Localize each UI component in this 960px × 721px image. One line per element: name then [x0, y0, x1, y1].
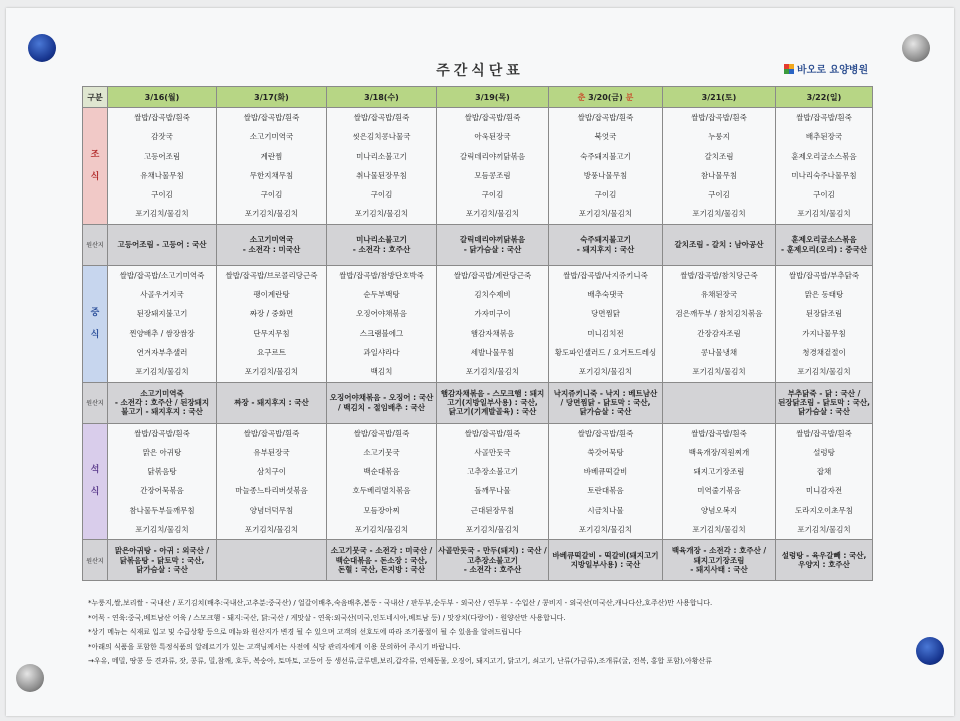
- menu-item: 쌀밥/잡곡밥/흰죽: [691, 428, 747, 438]
- menu-item: 고추장소불고기: [467, 467, 518, 477]
- menu-item: 구이김: [481, 190, 504, 200]
- dinner-day-cell: [549, 423, 663, 540]
- menu-item: 사골우거지국: [140, 290, 184, 300]
- menu-item: 설렁탕: [813, 447, 835, 457]
- menu-item: 잡채: [816, 467, 832, 477]
- dinner-day-cell: [437, 423, 549, 540]
- origin-cell: 소고기미역국 - 소전각 : 미국산: [217, 224, 327, 265]
- day-header: 3/21(토): [663, 87, 776, 108]
- breakfast-day-cell: [663, 108, 776, 225]
- breakfast-day-cell: [108, 108, 217, 225]
- day-header: 3/16(월): [108, 87, 217, 108]
- menu-item: 계란찜: [260, 151, 283, 161]
- origin-cell: 백육개장 - 소전각 : 호주산 / 돼지고기장조림 - 돼지사태 : 국산: [663, 540, 776, 581]
- note-line: →우유, 메밀, 땅콩 등 견과류, 잣, 콩류, 밀,참깨, 호두, 복숭아, 토마토, 고등어 등 생선류,글루텐,보리,갑각류, 연체동물, 오징어, 돼지고기, 닭고기, 쇠고기, 난류(가금류),조개류(굴, 전복, 홍합 포함),아황산류: [88, 657, 713, 665]
- menu-item: 팽이계란탕: [253, 290, 290, 300]
- menu-item: 쌀밥/잡곡밥/흰죽: [464, 428, 521, 438]
- menu-item: 된장돼지불고기: [136, 309, 188, 319]
- breakfast-day-cell: [217, 108, 327, 225]
- menu-item: 유채나물무침: [140, 170, 184, 180]
- menu-item: 모듬콩조림: [474, 170, 511, 180]
- dinner-day-cell: [663, 423, 776, 540]
- menu-item: 포기김치/물김치: [797, 209, 851, 219]
- menu-item: 양념더덕무침: [249, 505, 294, 515]
- origin-cell: 햄감자채볶음 - 스모크햄 : 돼지 고기(지방일부사용) : 국산, 닭고기(기계발골육) : 국산: [437, 382, 549, 423]
- menu-item: 배추숙댓국: [587, 290, 624, 300]
- dinner-day-cell: [327, 423, 437, 540]
- menu-item: 방풍나물무침: [583, 170, 628, 180]
- silver-magnet-icon: [16, 664, 44, 692]
- menu-item: 갈치조림: [704, 151, 734, 161]
- menu-item: 요구르트: [257, 347, 286, 357]
- meal-label-breakfast: 조 식: [83, 108, 108, 225]
- menu-item: 호두베리멸치볶음: [352, 486, 411, 496]
- menu-item: 미역줄기볶음: [697, 486, 741, 496]
- menu-item: 미나리숙주나물무침: [791, 170, 857, 180]
- menu-item: 고등어조림: [143, 151, 181, 161]
- menu-item: 찐양배추 / 쌈장쌈장: [129, 328, 195, 338]
- menu-item: 닭볶음탕: [147, 467, 177, 477]
- origin-cell: 설렁탕 - 육우갈빼 : 국산, 우양지 : 호주산: [776, 540, 873, 581]
- origin-cell: 짜장 - 돼지후지 : 국산: [217, 382, 327, 423]
- menu-item: 참나물두부들깨무침: [129, 505, 195, 515]
- menu-item: 쌀밥/잡곡밥/흰죽: [353, 428, 410, 438]
- day-header: 3/17(화): [217, 87, 327, 108]
- menu-item: 바베큐떡갈비: [583, 467, 628, 477]
- menu-item: 씻은김치콩나물국: [352, 132, 411, 142]
- menu-item: 무한지채무침: [249, 170, 294, 180]
- origin-cell: 바베큐떡갈비 - 떡갈비(돼지고기 지방일부사용) : 국산: [549, 540, 663, 581]
- menu-item: 콩나물냉채: [700, 347, 738, 357]
- menu-item: 사골만둣국: [474, 447, 511, 457]
- origin-cell: 맑은아귀탕 - 아귀 : 외국산 / 닭볶음탕 - 닭토막 : 국산, 닭가슴살 : 국산: [108, 540, 217, 581]
- day-header-holiday: 춘 3/20(금) 분: [549, 87, 663, 108]
- origin-cell: [663, 382, 776, 423]
- lunch-day-cell: [108, 265, 217, 382]
- origin-cell: 미나리소불고기 - 소전각 : 호주산: [327, 224, 437, 265]
- origin-cell: 사골만둣국 - 만두(돼지) : 국산 / 고추장소불고기 - 소전각 : 호주산: [437, 540, 549, 581]
- menu-item: 구이김: [151, 190, 173, 200]
- menu-item: 포기김치/물김치: [465, 367, 520, 377]
- origin-label: 원산지: [83, 382, 108, 423]
- weekly-menu-table: [82, 86, 873, 581]
- day-header: 3/19(목): [437, 87, 549, 108]
- menu-item: 쌀밥/잡곡밥/흰죽: [134, 428, 190, 438]
- menu-item: 연겨자부추샐러: [136, 347, 188, 357]
- menu-item: 근대된장무침: [470, 505, 515, 515]
- lunch-day-cell: [437, 265, 549, 382]
- menu-item: 순두부백탕: [363, 290, 400, 300]
- menu-item: 쌀밥/잡곡밥/흰죽: [796, 113, 852, 122]
- menu-item: 포기김치/물김치: [692, 209, 746, 219]
- menu-item: 구이김: [260, 190, 283, 200]
- lunch-day-cell: [549, 265, 663, 382]
- menu-item: 햄감자채볶음: [470, 328, 515, 338]
- day-header: 3/18(수): [327, 87, 437, 108]
- menu-item: 유부된장국: [253, 447, 290, 457]
- breakfast-day-cell: [776, 108, 873, 225]
- blue-magnet-icon: [28, 34, 56, 62]
- menu-item: 구이김: [813, 190, 835, 200]
- menu-item: 검은깨두부 / 참치김치볶음: [675, 309, 763, 319]
- menu-item: 포기김치/물김치: [578, 525, 633, 535]
- menu-item: 백김치: [370, 367, 393, 377]
- menu-item: 구이김: [594, 190, 617, 200]
- lunch-day-cell: [327, 265, 437, 382]
- menu-item: 쌀밥/잡곡밥/흰죽: [243, 428, 300, 438]
- origin-cell: 오징어야채볶음 - 오징어 : 국산 / 백김치 - 절임배추 : 국산: [327, 382, 437, 423]
- menu-item: 미니김치전: [587, 328, 624, 338]
- menu-item: 포기김치/물김치: [465, 525, 520, 535]
- menu-item: 미니감자전: [805, 486, 843, 496]
- menu-item: 숙주돼지불고기: [580, 151, 631, 161]
- menu-item: 간장감자조림: [697, 328, 741, 338]
- menu-item: 시금치나물: [587, 505, 624, 515]
- dinner-day-cell: [776, 423, 873, 540]
- menu-item: 쌀밥/잡곡밥/낙지쥬키니죽: [563, 270, 648, 280]
- menu-item: 포기김치/물김치: [692, 525, 746, 535]
- menu-item: 쌀밥/잡곡밥/흰죽: [796, 428, 852, 438]
- dinner-day-cell: [217, 423, 327, 540]
- menu-item: 쌀밥/잡곡밥/흰죽: [691, 113, 747, 122]
- breakfast-day-cell: [327, 108, 437, 225]
- hospital-name: 바오로 요양병원: [797, 65, 869, 76]
- menu-item: 포기김치/물김치: [244, 525, 299, 535]
- origin-label: 원산지: [83, 540, 108, 581]
- menu-item: 아욱된장국: [474, 132, 511, 142]
- menu-item: 소고기뭇국: [363, 447, 400, 457]
- blue-magnet-icon: [916, 637, 944, 665]
- menu-item: 당면찜닭: [591, 309, 620, 319]
- menu-item: 소고기미역국: [249, 132, 294, 142]
- menu-item: 청경채겉절이: [802, 347, 846, 357]
- menu-item: 김치수제비: [474, 290, 511, 300]
- meal-label-lunch: 중 식: [83, 265, 108, 382]
- note-line: *누룽지,쌀,보리쌀 - 국내산 / 포기김치(배추:국내산,고추분:중국산) / 얼갈이배추,숙음배추,봄동 - 국내산 / 판두부,순두부 - 외국산 / 연두부 - 수입산 / 콩비지 - 외국산(미국산,캐나다산,호주산)만 사용합니다.: [88, 599, 713, 607]
- category-header: 구분: [83, 87, 108, 108]
- lunch-day-cell: [663, 265, 776, 382]
- menu-item: 맑은 아귀탕: [142, 447, 182, 457]
- menu-item: 포기김치/물김치: [135, 525, 189, 535]
- menu-item: 포기김치/물김치: [354, 209, 409, 219]
- menu-item: 돌깨무나물: [474, 486, 511, 496]
- origin-cell: [217, 540, 327, 581]
- menu-item: 참나물무침: [700, 170, 738, 180]
- menu-item: 포기김치/물김치: [244, 367, 299, 377]
- breakfast-day-cell: [437, 108, 549, 225]
- menu-item: 돼지고기장조림: [693, 467, 745, 477]
- menu-item: 포기김치/물김치: [578, 367, 633, 377]
- origin-cell: 훈제오리굴소스볶음 - 훈제오리(오리) : 중국산: [776, 224, 873, 265]
- menu-item: 포기김치/물김치: [135, 367, 189, 377]
- menu-item: 구이김: [708, 190, 730, 200]
- menu-item: 삼치구이: [257, 467, 286, 477]
- menu-item: 갈릭데리야끼닭볶음: [459, 151, 526, 161]
- origin-cell: 낙지쥬키니죽 - 낙지 : 베트남산 / 당면찜닭 - 닭토막 : 국산, 닭가슴살 : 국산: [549, 382, 663, 423]
- logo-mark-icon: [784, 64, 794, 74]
- menu-item: 쑥갓어묵탕: [587, 447, 624, 457]
- menu-item: 오징어야채볶음: [356, 309, 407, 319]
- origin-cell: 고등어조림 - 고등어 : 국산: [108, 224, 217, 265]
- menu-item: 마늘종느타리버섯볶음: [235, 486, 308, 496]
- menu-item: 가지나물무침: [802, 328, 846, 338]
- holiday-mark: 분: [625, 92, 634, 102]
- origin-cell: 부추닭죽 - 닭 : 국산 / 된장닭조림 - 닭토막 : 국산, 닭가슴살 : 국산: [776, 382, 873, 423]
- menu-item: 쌀밥/잡곡밥/부추닭죽: [788, 270, 860, 280]
- menu-item: 토란대볶음: [587, 486, 624, 496]
- menu-item: 포기김치/물김치: [797, 525, 851, 535]
- menu-item: 쌀밥/잡곡밥/계란당근죽: [453, 270, 532, 280]
- meal-label-dinner: 석 식: [83, 423, 108, 540]
- menu-item: 쌀밥/잡곡밥/브로콜리당근죽: [225, 270, 318, 280]
- menu-item: 황도파인샐러드 / 요거트드레싱: [554, 347, 657, 357]
- dinner-day-cell: [108, 423, 217, 540]
- menu-item: 된장닭조림: [805, 309, 843, 319]
- menu-item: 백순대볶음: [363, 467, 400, 477]
- lunch-day-cell: [217, 265, 327, 382]
- menu-item: 훈제오리굴소스볶음: [791, 151, 857, 161]
- menu-item: 누룽지: [708, 132, 730, 142]
- menu-item: 포기김치/물김치: [797, 367, 851, 377]
- breakfast-day-cell: [549, 108, 663, 225]
- menu-item: 쌀밥/잡곡밥/흰죽: [577, 428, 634, 438]
- menu-item: 쌀밥/잡곡밥/흰죽: [353, 113, 410, 122]
- day-header: 3/22(일): [776, 87, 873, 108]
- note-line: *아래의 식품을 포함한 특정식품의 알레르기가 있는 고객님께서는 사전에 식당 관리자에게 이용 문의하여 주시기 바랍니다.: [88, 642, 461, 651]
- menu-item: 취나물된장무침: [356, 170, 407, 180]
- menu-item: 북엇국: [594, 132, 617, 142]
- menu-item: 맑은 동태탕: [804, 290, 844, 300]
- menu-item: 쌀밥/잡곡밥/흰죽: [464, 113, 521, 122]
- menu-item: 미나리소불고기: [356, 151, 407, 161]
- menu-item: 구이김: [370, 190, 393, 200]
- menu-item: 짜장 / 중화면: [249, 309, 294, 319]
- notes-section: [88, 596, 888, 669]
- menu-item: 양념오복지: [700, 505, 738, 515]
- menu-item: 쌀밥/잡곡밥/소고기미역죽: [119, 270, 205, 280]
- menu-item: 도라지오이초무침: [795, 505, 853, 515]
- menu-item: 쌀밥/잡곡밥/흰죽: [243, 113, 300, 122]
- menu-item: 쌀밥/잡곡밥/참치당근죽: [680, 270, 758, 280]
- hospital-logo: [784, 61, 868, 76]
- menu-item: 포기김치/물김치: [354, 525, 409, 535]
- lunch-day-cell: [776, 265, 873, 382]
- origin-cell: 갈릭데리야끼닭볶음 - 닭가슴살 : 국산: [437, 224, 549, 265]
- menu-item: 쌀밥/잡곡밥/흰죽: [134, 113, 190, 122]
- menu-item: 가자미구이: [474, 309, 511, 319]
- menu-item: 쌀밥/잡곡밥/흰죽: [577, 113, 634, 122]
- menu-item: 세발나물무침: [470, 347, 515, 357]
- menu-item: 감잣국: [151, 132, 173, 142]
- menu-item: 배추된장국: [805, 132, 843, 142]
- menu-item: 포기김치/물김치: [465, 209, 520, 219]
- menu-item: 유채된장국: [700, 290, 738, 300]
- origin-cell: 숙주돼지불고기 - 돼지후지 : 국산: [549, 224, 663, 265]
- origin-cell: 갈치조림 - 갈치 : 남아공산: [663, 224, 776, 265]
- menu-item: 과일샤라다: [363, 347, 400, 357]
- menu-item: 포기김치/물김치: [244, 209, 299, 219]
- menu-item: 백육개장/직원찌개: [688, 447, 750, 457]
- origin-label: 원산지: [83, 224, 108, 265]
- origin-cell: 소고기미역죽 - 소전각 : 호주산 / 된장돼지 불고기 - 돼지후지 : 국산: [108, 382, 217, 423]
- holiday-mark: 춘: [577, 92, 586, 102]
- note-line: *상기 메뉴는 식재료 입고 및 수급상황 등으로 메뉴와 원산지가 변경 될 수 있으며 고객의 선호도에 따라 조기품절이 될 수 있음을 알려드립니다: [88, 628, 522, 636]
- silver-magnet-icon: [902, 34, 930, 62]
- menu-item: 모듬장아찌: [363, 505, 400, 515]
- menu-item: 단무지무침: [253, 328, 290, 338]
- menu-item: 포기김치/물김치: [135, 209, 189, 219]
- menu-item: 간장어묵볶음: [140, 486, 184, 496]
- note-line: *어묵 - 연육:중국,베트남산 어육 / 스모크햄 - 돼지:국산, 닭:국산 / 게맛살 - 연육:외국산(미국,인도네시아,베트남 등) / 맛장치(다랑어) - 원양산만 사용합니다.: [88, 613, 566, 622]
- origin-cell: 소고기뭇국 - 소전각 : 미국산 / 백순대볶음 - 돈소장 : 국산, 돈혈 : 국산, 돈지방 : 국산: [327, 540, 437, 581]
- menu-item: 포기김치/물김치: [692, 367, 746, 377]
- menu-item: 스크램블에그: [359, 328, 404, 338]
- menu-item: 포기김치/물김치: [578, 209, 633, 219]
- menu-item: 쌀밥/잡곡밥/참방단호박죽: [339, 270, 424, 280]
- page-title: 주간식단표: [436, 63, 524, 79]
